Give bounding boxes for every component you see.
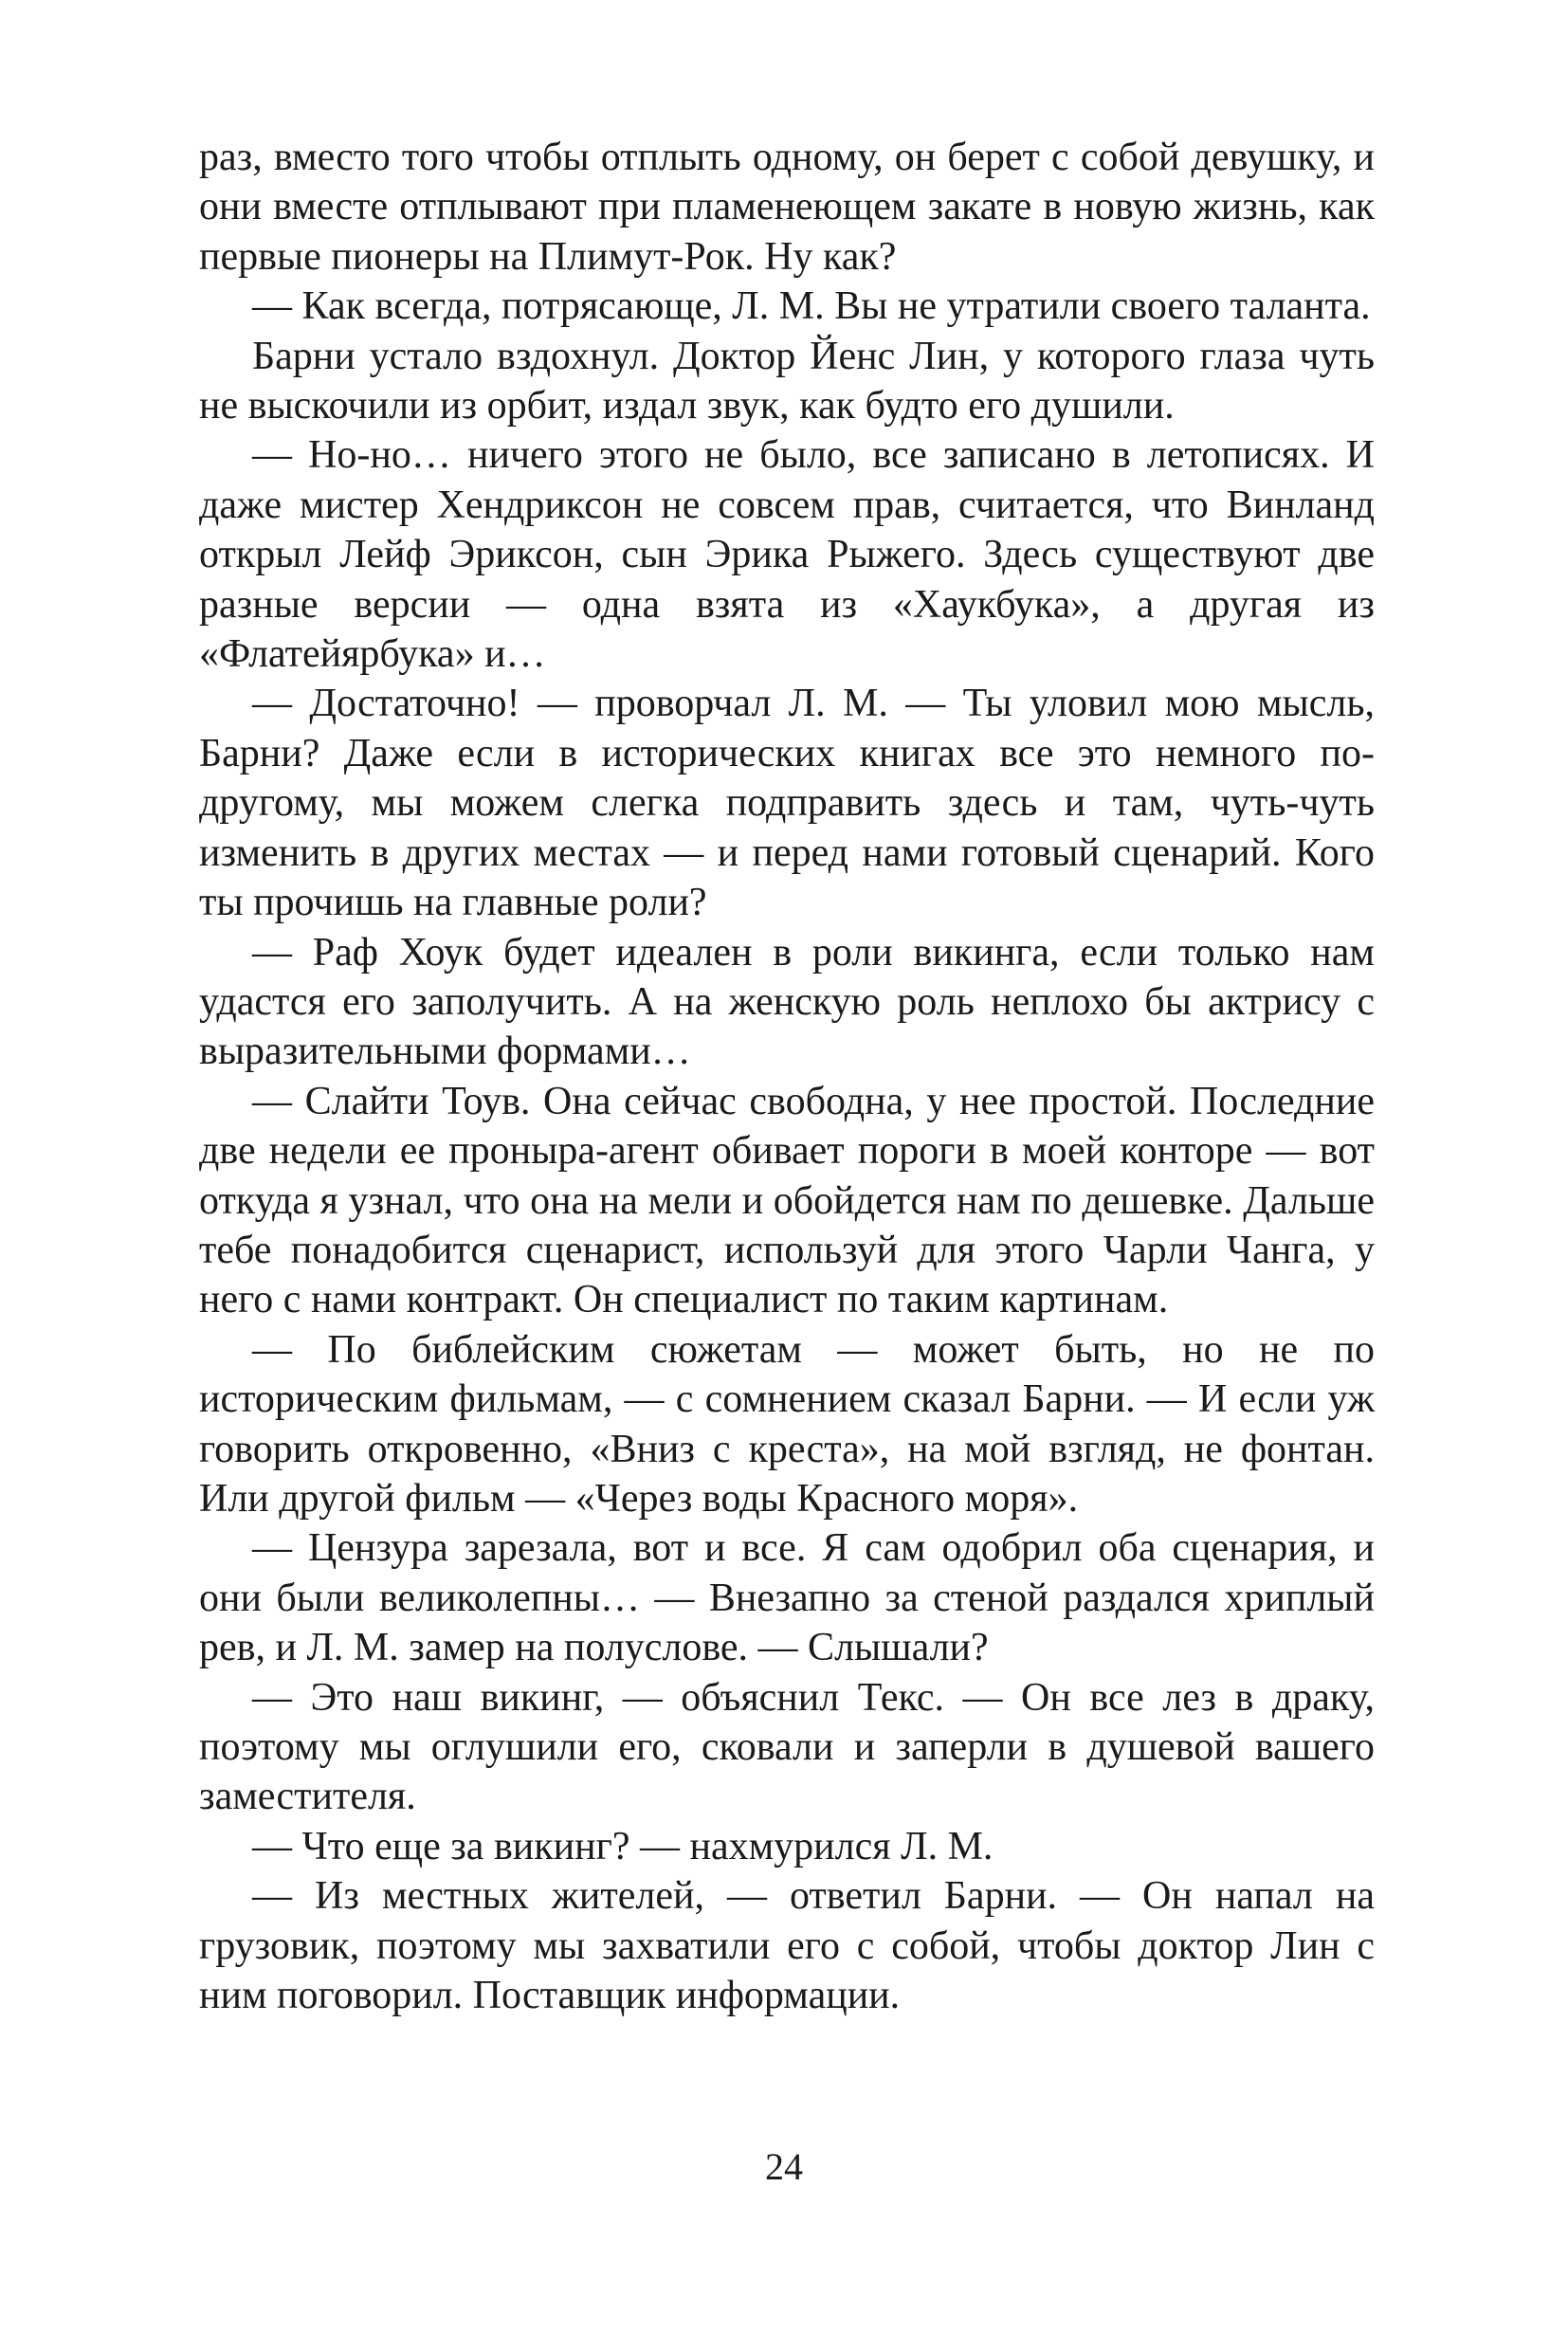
paragraph: — По библейским сюжетам — может быть, но не по историческим фильмам, — с сомнением сказал Барни. — И если уж говорить откровенно, «Вниз с креста», на мой взгляд, не фонтан. Или другой фильм — «Через воды Красного моря». <box>199 1327 1375 1521</box>
paragraph: — Из местных жителей, — ответил Барни. — Он напал на грузовик, поэтому мы захватили его с собой, чтобы доктор Лин с ним поговорил. Поставщик информации. <box>199 1874 1375 2018</box>
body-text <box>199 133 1375 2020</box>
page-number: 24 <box>765 2145 803 2188</box>
paragraph: — Что еще за викинг? — нахмурился Л. М. <box>252 1824 994 1868</box>
paragraph: — Цензура зарезала, вот и все. Я сам одобрил оба сценария, и они были великолепны… — Внезапно за стеной раздался хриплый рев, и Л. М. замер на полуслове. — Слышали? <box>199 1526 1375 1670</box>
paragraph: — Это наш викинг, — объяснил Текс. — Он все лез в драку, поэтому мы оглушили его, сковали и заперли в душевой вашего заместителя. <box>199 1675 1375 1819</box>
paragraph: Барни устало вздохнул. Доктор Йенс Лин, у которого глаза чуть не выскочили из орбит, издал звук, как будто его душили. <box>199 334 1375 428</box>
paragraph: раз, вместо того чтобы отплыть одному, он берет с собой девушку, и они вместе отплывают при пламенеющем закате в новую жизнь, как первые пионеры на Плимут-Рок. Ну как? <box>199 136 1375 279</box>
paragraph: — Слайти Тоув. Она сейчас свободна, у нее простой. Последние две недели ее проныра-агент обивает пороги в моей конторе — вот откуда я узнал, что она на мели и обойдется нам по дешевке. Дальше тебе понадобится сценарист, используй для этого Чарли Чанга, у него с нами контракт. Он специалист по таким картинам. <box>199 1079 1375 1322</box>
paragraph: — Как всегда, потрясающе, Л. М. Вы не утратили своего таланта. <box>252 284 1371 329</box>
paragraph: — Достаточно! — проворчал Л. М. — Ты уловил мою мысль, Барни? Даже если в исторических книгах все это немного по-другому, мы можем слегка подправить здесь и там, чуть-чуть изменить в других местах — и перед нами готовый сценарий. Кого ты прочишь на главные роли? <box>199 682 1375 925</box>
paragraph: — Раф Хоук будет идеален в роли викинга, если только нам удастся его заполучить. А на женскую роль неплохо бы актрису с выразительными формами… <box>199 930 1375 1074</box>
paragraph: — Но-но… ничего этого не было, все записано в летописях. И даже мистер Хендриксон не совсем прав, считается, что Винланд открыл Лейф Эриксон, сын Эрика Рыжего. Здесь существуют две разные версии — одна взята из «Хаукбука», а другая из «Флатейярбука» и… <box>199 433 1375 677</box>
